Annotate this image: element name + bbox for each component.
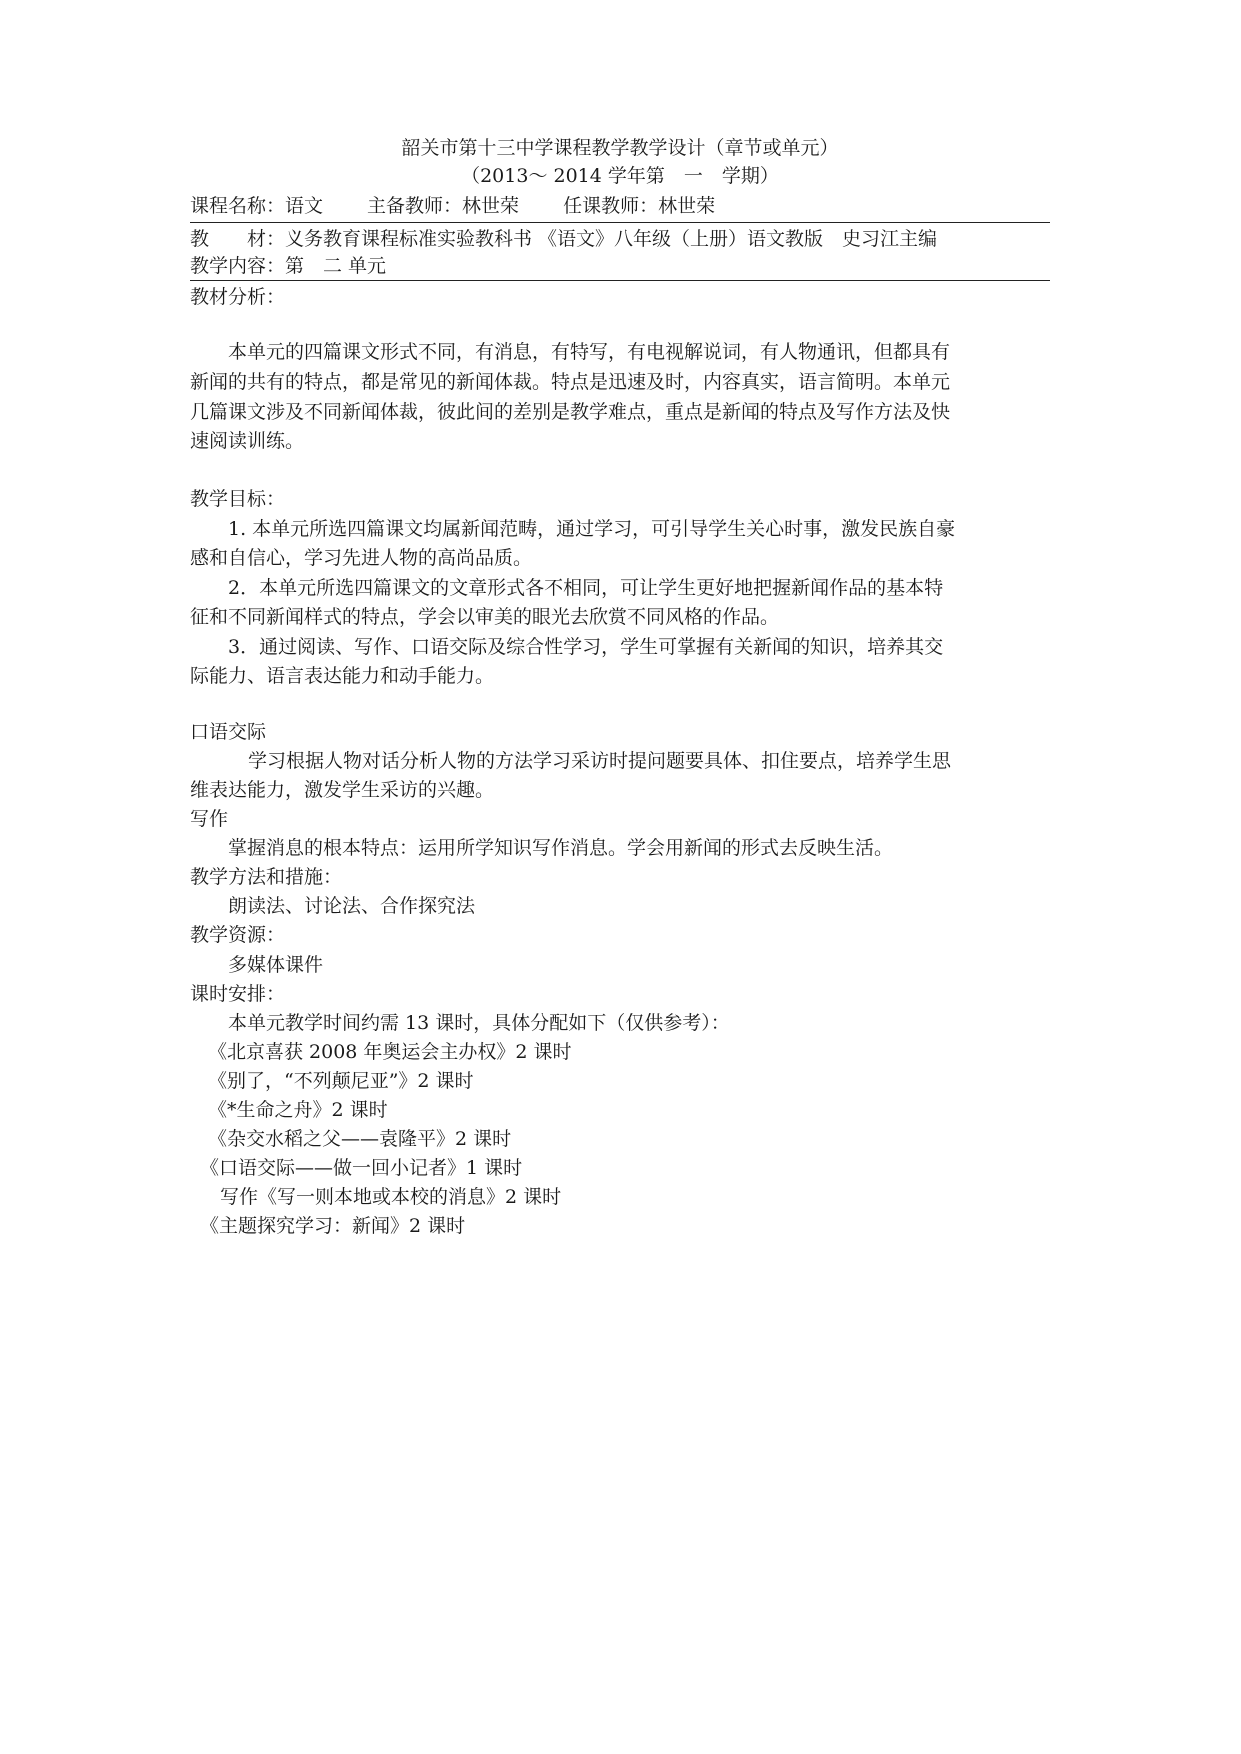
document-title: 韶关市第十三中学课程教学教学设计（章节或单元） bbox=[401, 137, 839, 159]
goal-line: 感和自信心，学习先进人物的高尚品质。 bbox=[190, 547, 533, 569]
oral-line: 学习根据人物对话分析人物的方法学习采访时提问题要具体、扣住要点，培养学生思 bbox=[248, 750, 952, 772]
goals-heading: 教学目标： bbox=[190, 488, 286, 510]
analysis-heading: 教材分析： bbox=[190, 286, 286, 308]
oral-line: 维表达能力，激发学生采访的兴趣。 bbox=[190, 779, 495, 801]
schedule-heading: 课时安排： bbox=[190, 983, 286, 1005]
divider-rule bbox=[190, 280, 1050, 281]
document-page bbox=[190, 0, 1050, 1754]
analysis-paragraph-line: 本单元的四篇课文形式不同，有消息，有特写，有电视解说词，有人物通讯，但都具有 bbox=[228, 341, 951, 363]
schedule-item: 《主题探究学习：新闻》2 课时 bbox=[200, 1215, 466, 1237]
teaching-content-line: 教学内容：第 二 单元 bbox=[190, 255, 387, 277]
methods-line: 朗读法、讨论法、合作探究法 bbox=[228, 895, 476, 917]
analysis-paragraph-line: 速阅读训练。 bbox=[190, 430, 305, 452]
goal-line: 征和不同新闻样式的特点，学会以审美的眼光去欣赏不同风格的作品。 bbox=[190, 606, 780, 628]
schedule-item: 《别了，“不列颠尼亚”》2 课时 bbox=[208, 1070, 474, 1092]
goal-line: 2．本单元所选四篇课文的文章形式各不相同，可让学生更好地把握新闻作品的基本特 bbox=[228, 577, 944, 599]
resources-line: 多媒体课件 bbox=[228, 954, 324, 976]
goal-line: 3．通过阅读、写作、口语交际及综合性学习，学生可掌握有关新闻的知识，培养其交 bbox=[228, 636, 944, 658]
analysis-paragraph-line: 几篇课文涉及不同新闻体裁，彼此间的差别是教学难点，重点是新闻的特点及写作方法及快 bbox=[190, 401, 951, 423]
analysis-paragraph-line: 新闻的共有的特点，都是常见的新闻体裁。特点是迅速及时，内容真实，语言简明。本单元 bbox=[190, 371, 951, 393]
writing-heading: 写作 bbox=[190, 808, 229, 830]
schedule-item: 《杂交水稻之父——袁隆平》2 课时 bbox=[208, 1128, 512, 1150]
goal-line: 际能力、语言表达能力和动手能力。 bbox=[190, 665, 495, 687]
document-subtitle: （2013～ 2014 学年第 一 学期） bbox=[461, 165, 779, 187]
writing-line: 掌握消息的根本特点：运用所学知识写作消息。学会用新闻的形式去反映生活。 bbox=[228, 837, 894, 859]
oral-heading: 口语交际 bbox=[190, 721, 267, 743]
schedule-item: 《口语交际——做一回小记者》1 课时 bbox=[200, 1157, 523, 1179]
textbook-line: 教 材：义务教育课程标准实验教科书 《语文》八年级（上册）语文教版 史习江主编 bbox=[190, 228, 938, 250]
schedule-item: 《北京喜获 2008 年奥运会主办权》2 课时 bbox=[208, 1041, 572, 1063]
schedule-intro: 本单元教学时间约需 13 课时，具体分配如下（仅供参考）： bbox=[228, 1012, 730, 1034]
course-info-line: 课程名称：语文 主备教师：林世荣 任课教师：林世荣 bbox=[190, 195, 716, 217]
divider-rule bbox=[190, 222, 1050, 223]
schedule-item: 写作《写一则本地或本校的消息》2 课时 bbox=[220, 1186, 562, 1208]
schedule-item: 《*生命之舟》2 课时 bbox=[208, 1099, 388, 1121]
goal-line: 1. 本单元所选四篇课文均属新闻范畴，通过学习，可引导学生关心时事，激发民族自豪 bbox=[228, 518, 956, 540]
resources-heading: 教学资源： bbox=[190, 924, 286, 946]
methods-heading: 教学方法和措施： bbox=[190, 866, 343, 888]
